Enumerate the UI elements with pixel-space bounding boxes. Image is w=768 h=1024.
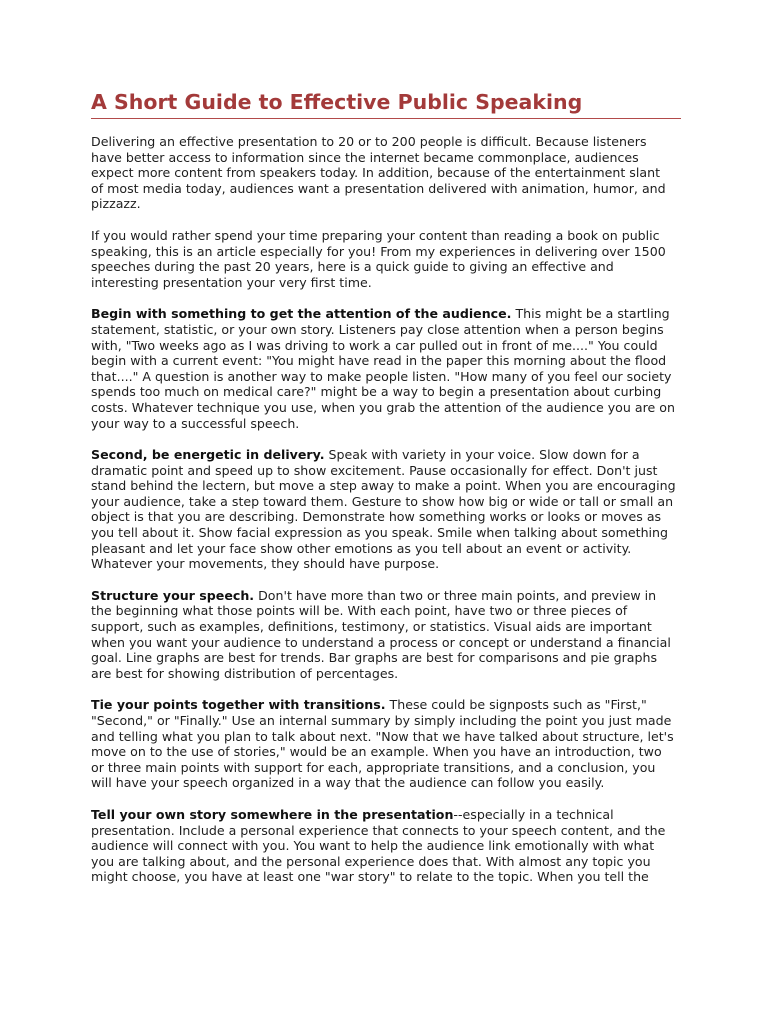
paragraph-text: Speak with variety in your voice. Slow down for a	[324, 447, 640, 463]
paragraph-line: presentation. Include a personal experience that connects to your speech content, and the	[91, 822, 666, 838]
paragraph-line: Whatever your movements, they should have purpose.	[91, 556, 440, 572]
paragraph-heading: Structure your speech.	[91, 587, 255, 603]
paragraph-heading: Tell your own story somewhere in the presentation	[91, 806, 454, 822]
paragraph-line	[91, 807, 681, 823]
paragraph-text: This might be a startling	[511, 306, 670, 322]
paragraph-line: you are talking about, and the personal experience does that. With almost any topic you	[91, 853, 651, 869]
paragraph-line: object is that you are describing. Demonstrate how something works or looks or moves as	[91, 509, 662, 525]
paragraph-line: spends too much on medical care?" might be a way to begin a presentation about curbing	[91, 384, 662, 400]
paragraph-line: support, such as examples, definitions, testimony, or statistics. Visual aids are important	[91, 619, 652, 635]
paragraph-line: speaking, this is an article especially for you! From my experiences in delivering over 1500	[91, 243, 666, 259]
paragraph	[91, 306, 681, 431]
paragraph-line: Delivering an effective presentation to 20 or to 200 people is difficult. Because listeners	[91, 134, 647, 149]
paragraph-line: dramatic point and speed up to show excitement. Pause occasionally for effect. Don't just	[91, 462, 658, 478]
paragraph	[91, 588, 681, 682]
paragraph-line: statement, statistic, or your own story. Listeners pay close attention when a person begins	[91, 321, 664, 337]
paragraph-line	[91, 447, 681, 463]
paragraph-line: "Second," or "Finally." Use an internal summary by simply including the point you just made	[91, 713, 672, 728]
paragraph	[91, 134, 681, 212]
paragraph-line: and telling what you plan to talk about next. "Now that we have talked about structure, let's	[91, 728, 674, 744]
paragraph-line: goal. Line graphs are best for trends. Bar graphs are best for comparisons and pie graphs	[91, 650, 658, 666]
paragraph	[91, 447, 681, 572]
paragraph-line: have better access to information since the internet became commonplace, audiences	[91, 149, 639, 165]
document-page	[91, 88, 681, 901]
paragraph-line	[91, 588, 681, 604]
paragraph-line: when you want your audience to understand a process or concept or understand a financial	[91, 634, 671, 650]
paragraph-text: Don't have more than two or three main points, and preview in	[254, 587, 657, 603]
paragraph-line: of most media today, audiences want a presentation delivered with animation, humor, and	[91, 180, 666, 196]
paragraph-line: your way to a successful speech.	[91, 415, 300, 431]
paragraph-line: might choose, you have at least one "war story" to relate to the topic. When you tell the	[91, 869, 649, 885]
paragraph-line: expect more content from speakers today. In addition, because of the entertainment slant	[91, 165, 661, 181]
paragraph-line: stand behind the lectern, but move a step away to make a point. When you are encouraging	[91, 478, 676, 494]
paragraph	[91, 228, 681, 290]
paragraph	[91, 807, 681, 885]
paragraph-line: with, "Two weeks ago as I was driving to work a car pulled out in front of me...." You could	[91, 337, 658, 353]
paragraph-line: the beginning what those points will be. With each point, have two or three pieces of	[91, 603, 628, 619]
paragraph-line: move on to the use of stories," would be an example. When you have an introduction, two	[91, 744, 662, 760]
paragraph-line: interesting presentation your very first time.	[91, 274, 372, 290]
paragraph	[91, 697, 681, 791]
paragraph-line	[91, 697, 681, 713]
paragraph-line: will have your speech organized in a way that the audience can follow you easily.	[91, 775, 605, 791]
paragraph-line: begin with a current event: "You might have read in the paper this morning about the flood	[91, 353, 667, 369]
paragraph-text: These could be signposts such as "First,"	[385, 697, 647, 713]
paragraph-heading: Begin with something to get the attention of the audience.	[91, 306, 512, 322]
paragraph-line: pleasant and let your face show other emotions as you tell about an event or activity.	[91, 540, 632, 556]
paragraph-line: are best for showing distribution of percentages.	[91, 665, 399, 681]
paragraph-line: your audience, take a step toward them. Gesture to show how big or wide or tall or small an	[91, 493, 674, 509]
paragraph-line: audience will connect with you. You want to help the audience link emotionally with what	[91, 838, 655, 854]
paragraph-heading: Tie your points together with transitions.	[91, 697, 386, 713]
paragraph-line: speeches during the past 20 years, here is a quick guide to giving an effective and	[91, 259, 614, 275]
document-body	[91, 134, 681, 885]
paragraph-line: pizzazz.	[91, 196, 141, 212]
paragraph-line: you tell about it. Show facial expression as you speak. Smile when talking about something	[91, 525, 669, 541]
paragraph-line: If you would rather spend your time preparing your content than reading a book on public	[91, 227, 660, 243]
document-title: A Short Guide to Effective Public Speaking	[91, 88, 681, 119]
paragraph-line: that...." A question is another way to make people listen. "How many of you feel our society	[91, 368, 672, 384]
paragraph-line	[91, 306, 681, 322]
paragraph-heading: Second, be energetic in delivery.	[91, 447, 325, 463]
paragraph-line: costs. Whatever technique you use, when you grab the attention of the audience you are on	[91, 399, 675, 415]
paragraph-line: or three main points with support for each, appropriate transitions, and a conclusion, you	[91, 759, 656, 775]
paragraph-text: --especially in a technical	[453, 806, 614, 822]
